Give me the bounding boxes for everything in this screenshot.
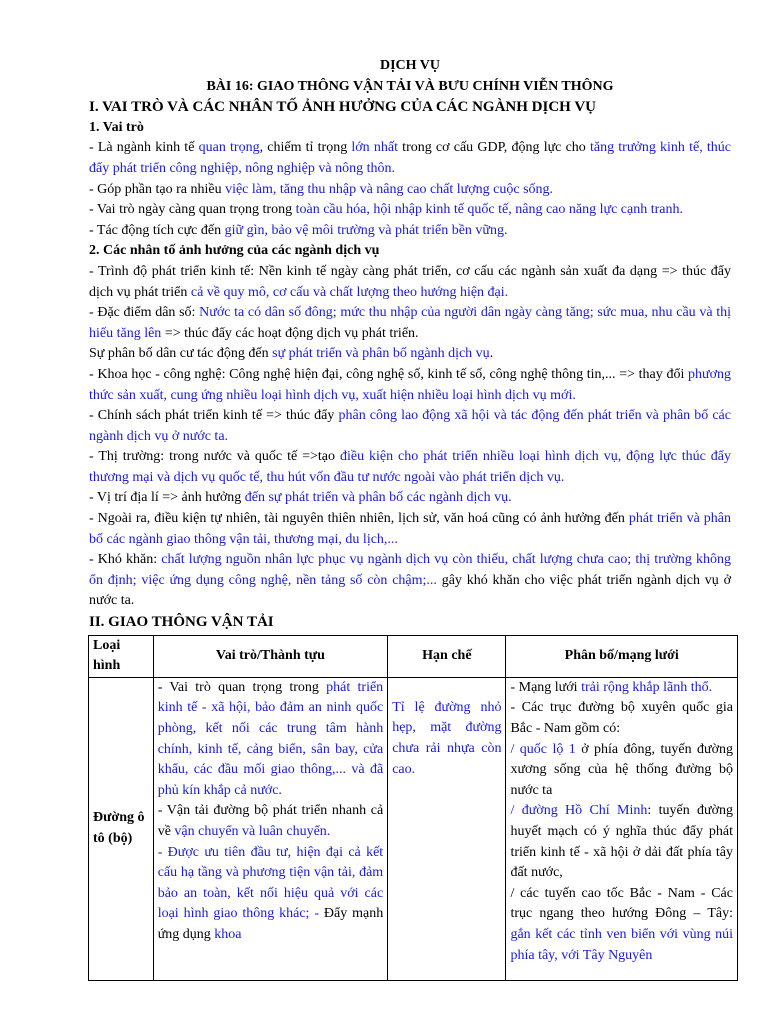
document-page xyxy=(89,56,734,981)
para-role-3: - Vai trò ngày càng quan trọng trong toàn cầu hóa, hội nhập kinh tế quốc tế, nâng cao năng lực cạnh tranh. xyxy=(89,202,683,218)
para-factor-technology: - Khoa học - công nghệ: Công nghệ hiện đại, công nghệ số, kinh tế số, công nghệ thông tin,... => thay đổi phương thức sản xuất, cung ứng nhiều loại hình dịch vụ, xuất hiện nhiều loại hình dịch vụ mới. xyxy=(89,366,731,403)
header-role: Vai trò/Thành tựu xyxy=(153,635,388,677)
para-factor-policy: - Chính sách phát triển kinh tế => thúc đẩy phân công lao động xã hội và tác động đến phát triển và phân bố các ngành dịch vụ ở nước ta. xyxy=(89,408,731,444)
cell-road-limit: Tỉ lệ đường nhỏ hẹp, mặt đường chưa rải nhựa còn cao. xyxy=(388,677,506,980)
doc-title: DỊCH VỤ xyxy=(379,58,441,73)
table-row xyxy=(89,677,738,980)
para-factor-location: - Vị trí địa lí => ảnh hưởng đến sự phát triển và phân bố các ngành dịch vụ. xyxy=(89,490,512,506)
cell-road-role: - Vai trò quan trọng trong phát triển kinh tế - xã hội, bảo đảm an ninh quốc phòng, kết nối các trung tâm hành chính, kinh tế, cảng biển, sân bay, cửa khẩu, các đầu mối giao thông,... và đã phủ kín khắp cả nước. - Vận tải đường bộ phát triển nhanh cả về vận chuyển và luân chuyển. - Được ưu tiên đầu tư, hiện đại cả kết cấu hạ tầng và phương tiện vận tải, đảm bảo an toàn, kết nối hiệu quả với các loại hình giao thông khác; - Đẩy mạnh ứng dụng khoa xyxy=(153,677,388,980)
para-role-4: - Tác động tích cực đến giữ gìn, bảo vệ môi trường và phát triển bền vững. xyxy=(89,222,508,238)
subsection-factors: 2. Các nhân tố ảnh hưởng của các ngành dịch vụ xyxy=(89,243,380,259)
section-2-heading: II. GIAO THÔNG VẬN TẢI xyxy=(89,614,274,631)
header-type: Loại hình xyxy=(89,635,154,677)
para-factor-market: - Thị trường: trong nước và quốc tế =>tạo điều kiện cho phát triển nhiều loại hình dịch vụ, động lực thúc đẩy thương mại và dịch vụ quốc tế, thu hút vốn đầu tư nước ngoài vào phát triển dịch vụ. xyxy=(89,449,732,485)
cell-road-network: - Mạng lưới trải rộng khắp lãnh thổ. - Các trục đường bộ xuyên quốc gia Bắc - Nam gồm có: / quốc lộ 1 ở phía đông, tuyến đường xương sống của hệ thống đường bộ nước ta / đường Hồ Chí Minh: tuyến đường huyết mạch có ý nghĩa thúc đẩy phát triển kinh tế - xã hội ở dải đất phía tây đất nước, / các tuyến cao tốc Bắc - Nam - Các trục ngang theo hướng Đông – Tây: gắn kết các tỉnh ven biển với vùng núi phía tây, với Tây Nguyên xyxy=(506,677,738,980)
para-role-1: - Là ngành kinh tế quan trọng, chiếm tỉ trọng lớn nhất trong cơ cấu GDP, động lực cho tăng trưởng kinh tế, thúc đẩy phát triển công nghiệp, nông nghiệp và nông thôn. xyxy=(89,140,731,176)
subsection-role: 1. Vai trò xyxy=(89,119,144,135)
para-factor-other: - Ngoài ra, điều kiện tự nhiên, tài nguyên thiên nhiên, lịch sử, văn hoá cũng có ảnh hưởng đến phát triển và phân bố các ngành giao thông vận tải, thương mại, du lịch,... xyxy=(89,511,732,547)
table-header-row xyxy=(89,635,738,677)
para-factor-economy: - Trình độ phát triển kinh tế: Nền kinh tế ngày càng phát triển, cơ cấu các ngành sản xuất đa dạng => thúc đẩy dịch vụ phát triển cả về quy mô, cơ cấu và chất lượng theo hướng hiện đại. xyxy=(89,263,731,300)
row-label-road: Đường ô tô (bộ) xyxy=(89,677,154,980)
lesson-title: BÀI 16: GIAO THÔNG VẬN TẢI VÀ BƯU CHÍNH VIỄN THÔNG xyxy=(206,78,614,94)
header-network: Phân bố/mạng lưới xyxy=(506,635,738,677)
para-difficulties: - Khó khăn: chất lượng nguồn nhân lực phục vụ ngành dịch vụ còn thiếu, chất lượng chưa cao; thị trường không ổn định; việc ứng dụng công nghệ, nền tảng số còn chậm;... gây khó khăn cho việc phát triển ngành dịch vụ ở nước ta. xyxy=(89,552,731,609)
para-factor-distribution: Sự phân bố dân cư tác động đến sự phát triển và phân bố ngành dịch vụ. xyxy=(89,346,494,362)
section-1-heading: I. VAI TRÒ VÀ CÁC NHÂN TỐ ẢNH HƯỞNG CỦA CÁC NGÀNH DỊCH VỤ xyxy=(89,99,596,116)
transport-table xyxy=(88,635,738,981)
para-role-2: - Góp phần tạo ra nhiều việc làm, tăng thu nhập và nâng cao chất lượng cuộc sống. xyxy=(89,181,554,197)
para-factor-population: - Đặc điểm dân số: Nước ta có dân số đông; mức thu nhập của người dân ngày càng tăng; sức mua, nhu cầu và thị hiếu tăng lên => thúc đẩy các hoạt động dịch vụ phát triển. xyxy=(89,305,731,341)
header-limit: Hạn chế xyxy=(388,635,506,677)
